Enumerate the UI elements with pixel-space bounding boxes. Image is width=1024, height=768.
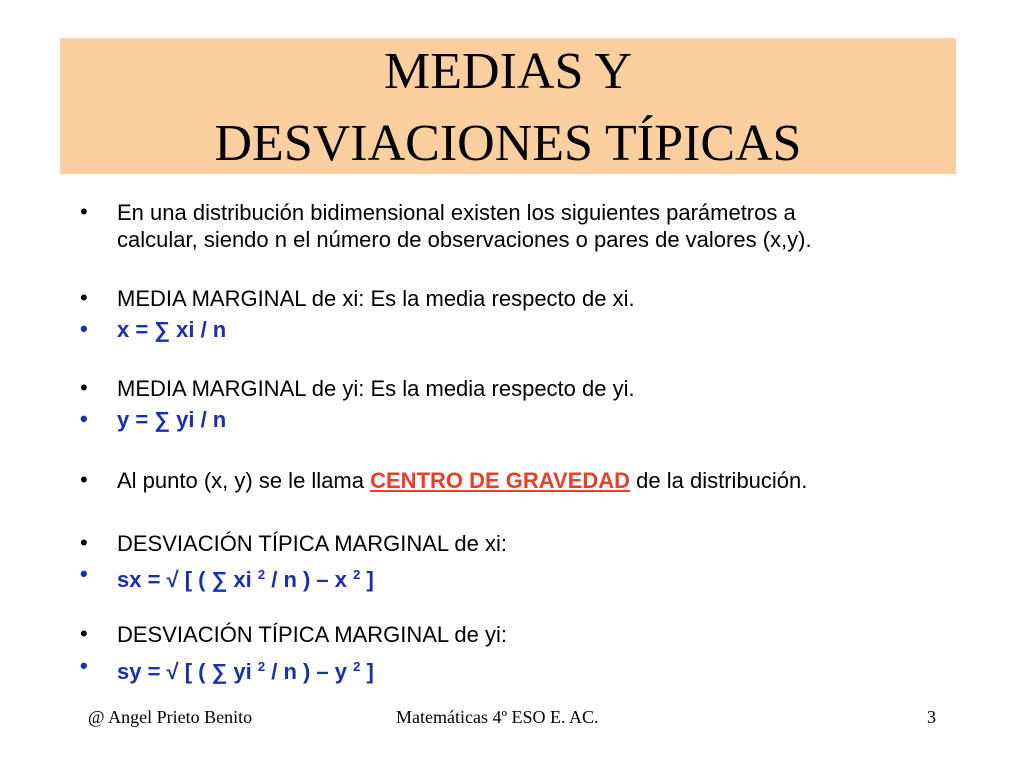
centro-gravedad-highlight: CENTRO DE GRAVEDAD — [370, 468, 631, 493]
formula-sy-exponent-2: 2 — [353, 659, 361, 674]
formula-sy-part-a: sy = √ [ ( ∑ yi — [117, 659, 258, 684]
formula-sy-part-c: ] — [360, 659, 374, 684]
footer-page-number: 3 — [927, 707, 936, 727]
formula-sx-part-a: sx = √ [ ( ∑ xi — [117, 567, 258, 592]
bullet-marker: • — [80, 285, 88, 310]
title-banner — [60, 38, 956, 174]
formula-mean-y: y = ∑ yi / n — [117, 407, 227, 432]
formula-sy-part-b: / n ) – y — [265, 659, 354, 684]
bullet-marker: • — [80, 621, 88, 646]
formula-sx-part-b: / n ) – x — [265, 567, 354, 592]
bullet-marker: • — [80, 530, 88, 555]
slide-title-line-1: MEDIAS Y — [384, 43, 632, 100]
formula-mean-x: x = ∑ xi / n — [117, 317, 227, 342]
media-marginal-x: MEDIA MARGINAL de xi: Es la media respecto de xi. — [117, 286, 635, 311]
centro-text-pre: Al punto (x, y) se le llama — [117, 468, 371, 493]
bullet-marker: • — [80, 653, 88, 678]
formula-sy-exponent-1: 2 — [257, 659, 266, 674]
formula-sx-exponent-2: 2 — [353, 567, 361, 582]
bullet-marker: • — [80, 199, 88, 224]
centro-text-post: de la distribución. — [630, 468, 808, 493]
intro-line-2: calcular, siendo n el número de observaciones o pares de valores (x,y). — [117, 227, 812, 252]
intro-line-1: En una distribución bidimensional existen los siguientes parámetros a — [117, 200, 796, 225]
bullet-marker: • — [80, 316, 88, 341]
footer-course: Matemáticas 4º ESO E. AC. — [396, 707, 599, 727]
slide-title-line-2: DESVIACIONES TÍPICAS — [214, 115, 802, 172]
formula-sx-exponent-1: 2 — [257, 567, 266, 582]
bullet-marker: • — [80, 467, 88, 492]
desviacion-marginal-y: DESVIACIÓN TÍPICA MARGINAL de yi: — [117, 622, 507, 647]
desviacion-marginal-x: DESVIACIÓN TÍPICA MARGINAL de xi: — [117, 531, 507, 556]
media-marginal-y: MEDIA MARGINAL de yi: Es la media respecto de yi. — [117, 376, 635, 401]
footer-author: @ Angel Prieto Benito — [88, 707, 253, 727]
centro-gravedad-text — [117, 467, 807, 494]
bullet-marker: • — [80, 406, 88, 431]
formula-std-x — [117, 561, 374, 593]
bullet-marker: • — [80, 375, 88, 400]
formula-std-y — [117, 653, 374, 685]
formula-sx-part-c: ] — [360, 567, 374, 592]
bullet-marker: • — [80, 561, 88, 586]
